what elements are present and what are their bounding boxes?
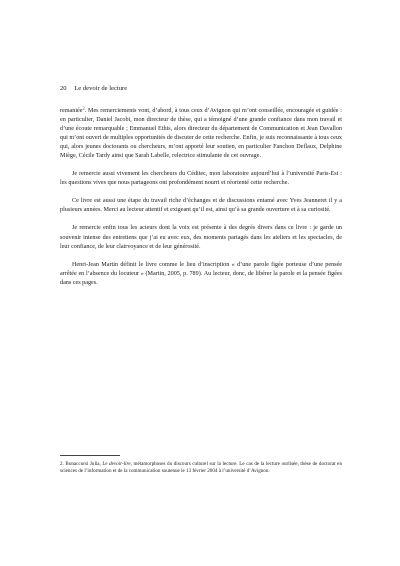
footnote-author: Bonaccorsi Julia, (65, 461, 101, 467)
paragraph-1-lead: remaniée (60, 108, 83, 114)
running-title: Le devoir de lecture (74, 85, 128, 92)
paragraph-1 (60, 107, 342, 161)
paragraph-4: Je remercie enfin tous les acteurs dont la voix est présente à des degrés divers dans ce livre : je garde un souvenir intense des entretiens que j’ai eu avec eux, des moments partagés dans les ateliers et les spectacles, de leur confiance, de leur clairvoyance et de leur générosité. (60, 225, 342, 250)
paragraph-1-text: . Mes remerciements vont, d’abord, à tous ceux d’Avignon qui m’ont conseillée, encouragée et guidée : en particulier, Daniel Jacobi, mon directeur de thèse, qui a témoigné d’une grande confiance dans mon travail et d’une écoute remarquable ; Emmanuel Ethis, alors directeur du département de Communication et Jean Davallon qui m’ont ouvert de multiples opportunités de discuter de cette recherche. Enfin, je suis reconnaissante à tous ceux qui, alors jeunes doctorants ou chercheurs, m’ont apporté leur soutien, en particulier Fanchon Deflaux, Delphine Miège, Cécile Tardy ainsi que Sarah Labelle, relectrice stimulante de cet ouvrage. (60, 108, 342, 160)
paragraph-5: Henri-Jean Martin définit le livre comme le lieu d’inscription « d’une parole figée porteuse d’une pensée arrêtée en l’absence du locuteur » (Martin, 2005, p. 789). Au lecteur, donc, de libérer la parole et la pensée figées dans ces pages. (60, 261, 342, 286)
footnote-number: 2. (60, 461, 64, 467)
footnote-title: Le devoir-lire (102, 461, 131, 467)
footnote-separator (60, 455, 120, 456)
footnote-reference: 2 (82, 105, 85, 111)
footnote (60, 461, 342, 475)
body-text (60, 107, 342, 297)
footnote-text: , métamorphoses du discours culturel sur la lecture. Le cas de la lecture ourlisée, thèse de doctorat en sciences de l’information et de la communication soutenue le 13 février 2004 à l’université d’Avignon. (60, 461, 342, 475)
paragraph-3: Ce livre est aussi une étape du travail riche d’échanges et de discussions entamé avec Yves Jeanneret il y a plusieurs années. Merci au lecteur attentif et exigeant qu’il est, ainsi qu’à sa grande ouverture et à sa curiosité. (60, 198, 342, 214)
running-head (60, 85, 127, 93)
paragraph-2: Je remercie aussi vivement les chercheurs du Céditec, mon laboratoire aujourd’hui à l’université Paris-Est : les questions vives que nous partageons ont profondément nourri et réorienté cette recherche. (60, 171, 342, 187)
page-number: 20 (60, 85, 67, 92)
